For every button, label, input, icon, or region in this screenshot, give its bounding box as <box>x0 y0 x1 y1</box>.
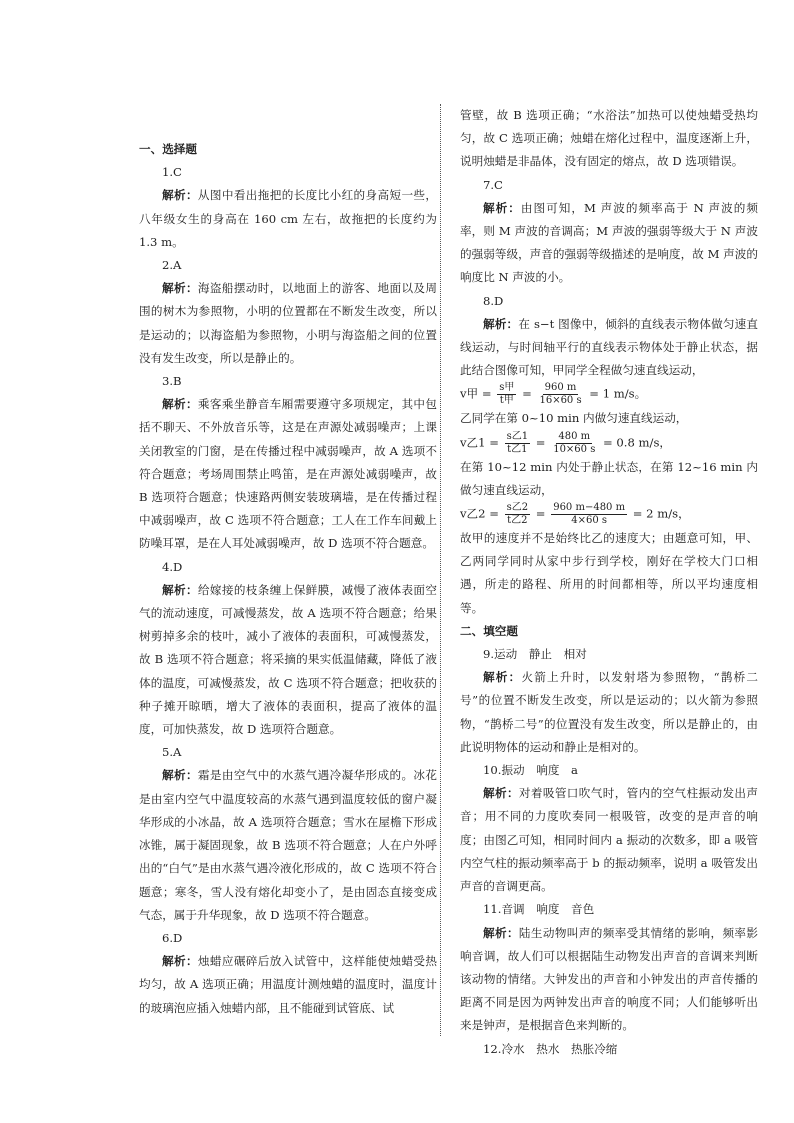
fraction: $\frac{\text{s乙1}}{\text{t乙1}}$ <box>506 430 529 455</box>
explanation-8-text3: 在第 10~12 min 内处于静止状态，在第 12~16 min 内做匀速直线运动， <box>460 459 758 497</box>
explanation-8-text4: 故甲的速度并不是始终比乙的速度大；由题意可知，甲、乙两同学同时从家中步行到学校，刚好在学校大门口相遇，所走的路程、所用的时间都相等，所以平均速度相等。 <box>460 531 758 615</box>
answer-6: 6.D <box>162 930 183 945</box>
answer-1: 1.C <box>162 165 182 180</box>
label: 解析： <box>483 316 519 331</box>
answer-10: 10.振动 响度 a <box>483 763 578 778</box>
explanation-6: 解析：烛蜡应碾碎后放入试管中，这样能使烛蜡受热均匀，故 A 选项正确；用温度计测烛蜡的温度时，温度计的玻璃泡应插入烛蜡内部，且不能碰到试管底、试 <box>139 954 437 1015</box>
section-title-choice: 一、选择题 <box>139 142 197 156</box>
explanation-11: 解析：陆生动物叫声的频率受其情绪的影响，频率影响音调，故人们可以根据陆生动物发出声音的音调来判断该动物的情绪。大钟发出的声音和小钟发出的声音传播的距离不同是因为两钟发出声音的响度不同；人们能够听出来是钟声，是根据音色来判断的。 <box>460 925 758 1033</box>
label: 解析： <box>483 670 522 685</box>
right-column <box>460 104 758 1061</box>
answer-4: 4.D <box>162 559 183 574</box>
answer-3: 3.B <box>162 374 182 389</box>
answer-7: 7.C <box>483 177 503 192</box>
explanation-6-continued: 管壁，故 B 选项正确；“水浴法”加热可以使烛蜡受热均匀，故 C 选项正确；烛蜡在熔化过程中，温度逐渐上升，说明烛蜡是非晶体，没有固定的熔点，故 D 选项错误。 <box>460 108 758 169</box>
explanation-10: 解析：对着吸管口吹气时，管内的空气柱振动发出声音；用不同的力度吹奏同一根吸管，改变的是声音的响度；由图乙可知，相同时间内 a 振动的次数多，即 a 吸管内空气柱的振动频率高于 b 的振动频率，说明 a 吸管发出声音的音调更高。 <box>460 786 758 894</box>
answer-9: 9.运动 静止 相对 <box>483 647 587 662</box>
answer-11: 11.音调 响度 音色 <box>483 902 595 917</box>
label: 解析： <box>162 768 198 783</box>
explanation-5: 解析：霜是由空气中的水蒸气遇冷凝华形成的。冰花是由室内空气中温度较高的水蒸气遇到温度较低的窗户凝华形成的小冰晶，故 A 选项符合题意；雪水在屋檐下形成冰锥，属于凝固现象，故 B 选项不符合题意；人在户外呼出的“白气”是由水蒸气遇冷液化形成的，故 C 选项不符合题意；寒冬，雪人没有熔化却变小了，是由固态直接变成气态，属于升华现象，故 D 选项不符合题意。 <box>139 768 437 922</box>
explanation-1: 解析：从图中看出拖把的长度比小红的身高短一些，八年级女生的身高在 160 cm 左右，故拖把的长度约为 1.3 m。 <box>139 188 437 249</box>
fraction: $\frac{960 m}{16\times 60 s}$ <box>539 382 582 407</box>
label: 解析： <box>162 397 198 412</box>
label: 解析： <box>162 954 198 969</box>
label: 解析： <box>483 786 519 801</box>
answer-5: 5.A <box>162 745 182 760</box>
answer-2: 2.A <box>162 258 182 273</box>
label: 解析： <box>162 281 198 296</box>
explanation-9: 解析：火箭上升时，以发射塔为参照物，“鹊桥二号”的位置不断发生改变，所以是运动的；以火箭为参照物，“鹊桥二号”的位置没有发生改变，所以是静止的，由此说明物体的运动和静止是相对的。 <box>460 670 758 754</box>
label: 解析： <box>162 582 198 597</box>
velocity-formula-yi-2: v乙2 = $\frac{\text{s乙2}}{\text{t乙2}}$ = $\frac{960 m-480 m}{4\times 60 s}$ = 2 m/s， <box>460 502 690 527</box>
answer-8: 8.D <box>483 293 504 308</box>
velocity-formula-jia: v甲 = $\frac{\text{s甲}}{\text{t甲}}$ = $\frac{960 m}{16\times 60 s}$ = 1 m/s。 <box>460 382 647 407</box>
label: 解析： <box>483 200 521 215</box>
label: 解析： <box>483 925 519 940</box>
velocity-formula-yi-1: v乙1 = $\frac{\text{s乙1}}{\text{t乙1}}$ = $\frac{480 m}{10\times 60 s}$ = 0.8 m/s， <box>460 430 671 455</box>
fraction: $\frac{\text{s甲}}{\text{t甲}}$ <box>499 382 515 407</box>
answer-12: 12.冷水 热水 热胀冷缩 <box>483 1041 618 1056</box>
explanation-3: 解析：乘客乘坐静音车厢需要遵守多项规定，其中包括不聊天、不外放音乐等，这是在声源处减弱噪声；上课关闭教室的门窗，是在传播过程中减弱噪声，故 A 选项不符合题意；考场周围禁止鸣笛，是在声源处减弱噪声，故 B 选项符合题意；快速路两侧安装玻璃墙，是在传播过程中减弱噪声，故 C 选项不符合题意；工人在工作车间戴上防噪耳罩，是在人耳处减弱噪声，故 D 选项不符合题意。 <box>139 397 437 551</box>
explanation-2: 解析：海盗船摆动时，以地面上的游客、地面以及周围的树木为参照物，小明的位置都在不断发生改变，所以是运动的；以海盗船为参照物，小明与海盗船之间的位置没有发生改变，所以是静止的。 <box>139 281 437 365</box>
label: 解析： <box>162 188 198 203</box>
fraction: $\frac{960 m-480 m}{4\times 60 s}$ <box>553 502 626 527</box>
column-divider <box>440 104 441 1036</box>
section-title-fill: 二、填空题 <box>460 623 518 638</box>
explanation-7: 解析：由图可知，M 声波的频率高于 N 声波的频率，则 M 声波的音调高；M 声波的强弱等级大于 N 声波的强弱等级，声音的强弱等级描述的是响度，故 M 声波的响度比 N 声波的小。 <box>460 200 758 285</box>
explanation-4: 解析：给嫁接的枝条缠上保鲜膜，减慢了液体表面空气的流动速度，可减慢蒸发，故 A 选项不符合题意；给果树剪掉多余的枝叶，减小了液体的表面积，可减慢蒸发，故 B 选项不符合题意；将采摘的果实低温储藏，降低了液体的温度，可减慢蒸发，故 C 选项不符合题意；把收获的种子摊开晾晒，增大了液体的表面积，提高了液体的温度，可加快蒸发，故 D 选项符合题意。 <box>139 582 437 737</box>
fraction: $\frac{\text{s乙2}}{\text{t乙2}}$ <box>506 502 529 527</box>
fraction: $\frac{480 m}{10\times 60 s}$ <box>553 430 596 455</box>
left-column <box>139 138 437 1020</box>
explanation-8-text2: 乙同学在第 0~10 min 内做匀速直线运动， <box>460 411 688 426</box>
explanation-8: 解析：在 s−t 图像中，倾斜的直线表示物体做匀速直线运动，与时间轴平行的直线表示物体处于静止状态，据此结合图像可知，甲同学全程做匀速直线运动， <box>460 316 758 378</box>
